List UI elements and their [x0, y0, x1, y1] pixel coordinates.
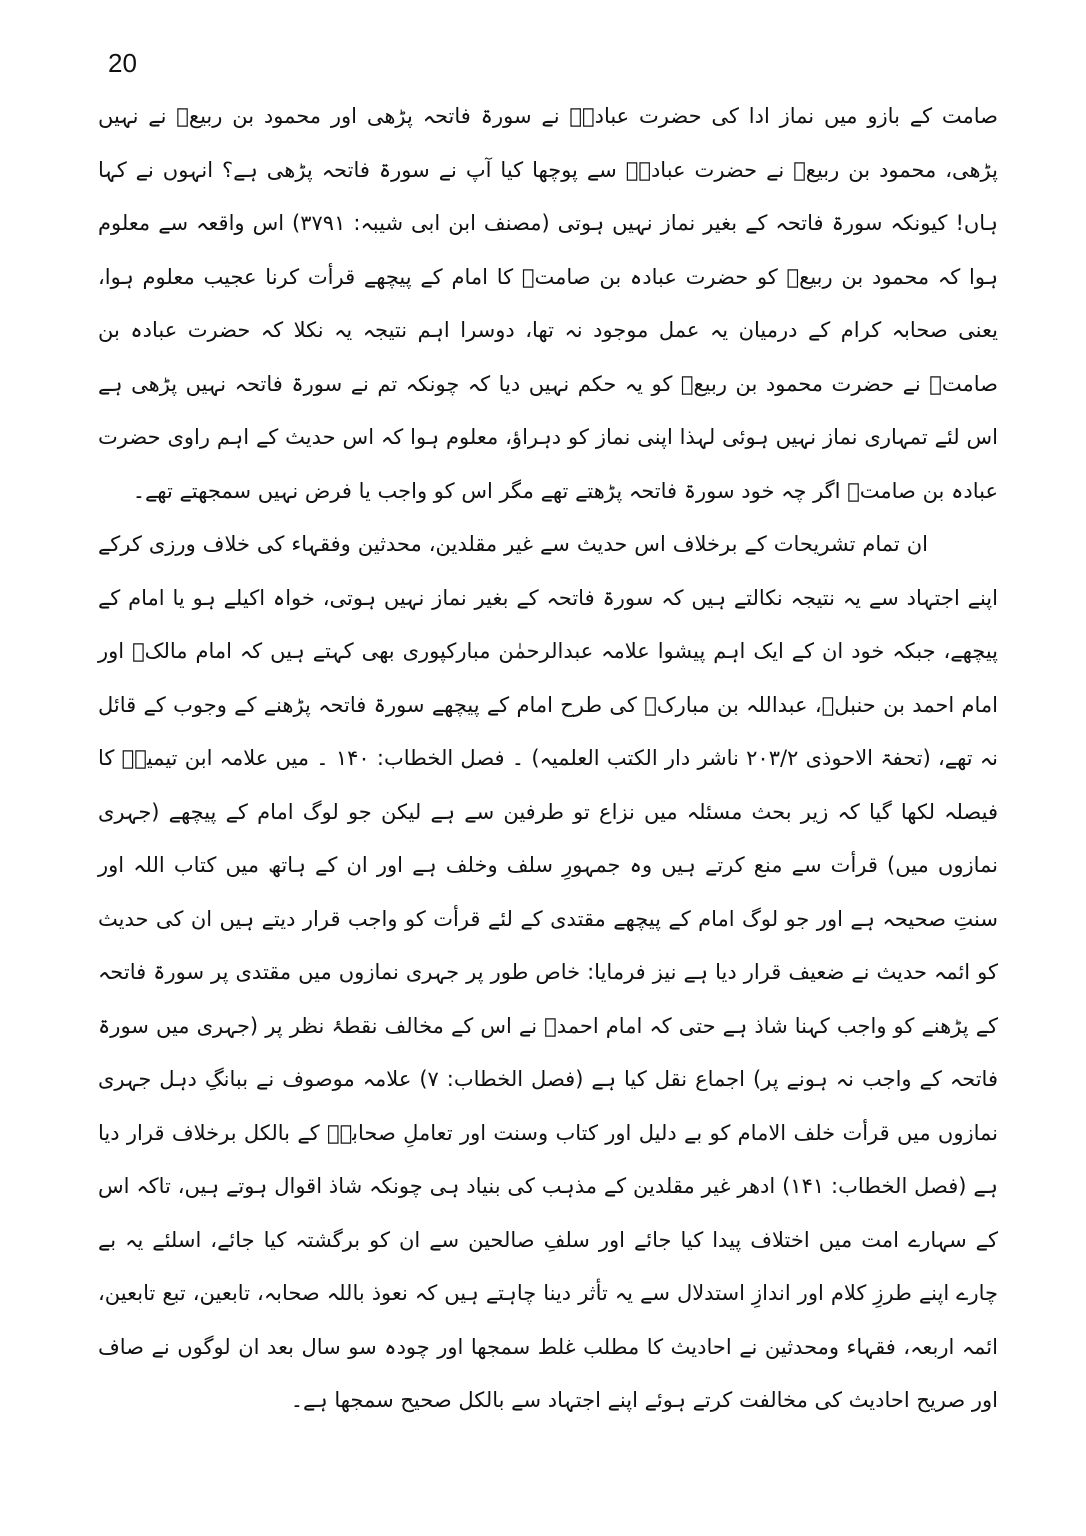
paragraph-2: ان تمام تشریحات کے برخلاف اس حدیث سے غیر مقلدین، محدثین وفقہاء کی خلاف ورزی کرکے اپنے اجتہاد سے یہ نتیجہ نکالتے ہیں کہ سورۃ فاتحہ کے بغیر نماز نہیں ہوتی، خواہ اکیلے ہو یا امام کے پیچھے، جبکہ خود ان کے ایک اہم پیشوا علامہ عبدالرحمٰن مبارکپوری بھی کہتے ہیں کہ امام مالکؒ اور امام احمد بن حنبلؒ، عبداللہ بن مبارکؒ کی طرح امام کے پیچھے سورۃ فاتحہ پڑھنے کے وجوب کے قائل نہ تھے، (تحفۃ الاحوذی ۲۰۳/۲ ناشر دار الکتب العلمیہ) ۔ فصل الخطاب: ۱۴۰ ۔ میں علامہ ابن تیمیہؒ کا فیصلہ لکھا گیا کہ زیر بحث مسئلہ میں نزاع تو طرفین سے ہے لیکن جو لوگ امام کے پیچھے (جہری نمازوں میں) قرأت سے منع کرتے ہیں وہ جمہورِ سلف وخلف ہے اور ان کے ہاتھ میں کتاب اللہ اور سنتِ صحیحہ ہے اور جو لوگ امام کے پیچھے مقتدی کے لئے قرأت کو واجب قرار دیتے ہیں ان کی حدیث کو ائمہ حدیث نے ضعیف قرار دیا ہے نیز فرمایا: خاص طور پر جہری نمازوں میں مقتدی پر سورۃ فاتحہ کے پڑھنے کو واجب کہنا شاذ ہے حتی کہ امام احمدؒ نے اس کے مخالف نقطۂ نظر پر (جہری میں سورۃ فاتحہ کے واجب نہ ہونے پر) اجماع نقل کیا ہے (فصل الخطاب: ۷) علامہ موصوف نے ببانگِ دہل جہری نمازوں میں قرأت خلف الامام کو بے دلیل اور کتاب وسنت اور تعاملِ صحابہؓ کے بالکل برخلاف قرار دیا ہے (فصل الخطاب: ۱۴۱) ادھر غیر مقلدین کے مذہب کی بنیاد ہی چونکہ شاذ اقوال ہوتے ہیں، تاکہ اس کے سہارے امت میں اختلاف پیدا کیا جائے اور سلفِ صالحین سے ان کو برگشتہ کیا جائے، اسلئے یہ بے چارے اپنے طرزِ کلام اور اندازِ استدلال سے یہ تأثر دینا چاہتے ہیں کہ نعوذ باللہ صحابہ، تابعین، تبع تابعین، ائمہ اربعہ، فقہاء ومحدثین نے احادیث کا مطلب غلط سمجھا اور چودہ سو سال بعد ان لوگوں نے صاف اور صریح احادیث کی مخالفت کرتے ہوئے اپنے اجتہاد سے بالکل صحیح سمجھا ہے۔: [98, 532, 998, 1412]
page-number: 20: [108, 48, 137, 78]
paragraph-1: صامت کے بازو میں نماز ادا کی حضرت عبادہؓ نے سورۃ فاتحہ پڑھی اور محمود بن ربیعؓ نے نہیں پڑھی، محمود بن ربیعؓ نے حضرت عبادہؓ سے پوچھا کیا آپ نے سورۃ فاتحہ پڑھی ہے؟ انہوں نے کہا ہاں! کیونکہ سورۃ فاتحہ کے بغیر نماز نہیں ہوتی (مصنف ابن ابی شیبہ: ۳۷۹۱) اس واقعہ سے معلوم ہوا کہ محمود بن ربیعؓ کو حضرت عبادہ بن صامتؓ کا امام کے پیچھے قرأت کرنا عجیب معلوم ہوا، یعنی صحابہ کرام کے درمیان یہ عمل موجود نہ تھا، دوسرا اہم نتیجہ یہ نکلا کہ حضرت عبادہ بن صامتؓ نے حضرت محمود بن ربیعؓ کو یہ حکم نہیں دیا کہ چونکہ تم نے سورۃ فاتحہ نہیں پڑھی ہے اس لئے تمہاری نماز نہیں ہوئی لہذا اپنی نماز کو دہراؤ، معلوم ہوا کہ اس حدیث کے اہم راوی حضرت عبادہ بن صامتؓ اگر چہ خود سورۃ فاتحہ پڑھتے تھے مگر اس کو واجب یا فرض نہیں سمجھتے تھے۔: [98, 104, 998, 503]
page-body: [98, 90, 998, 1428]
